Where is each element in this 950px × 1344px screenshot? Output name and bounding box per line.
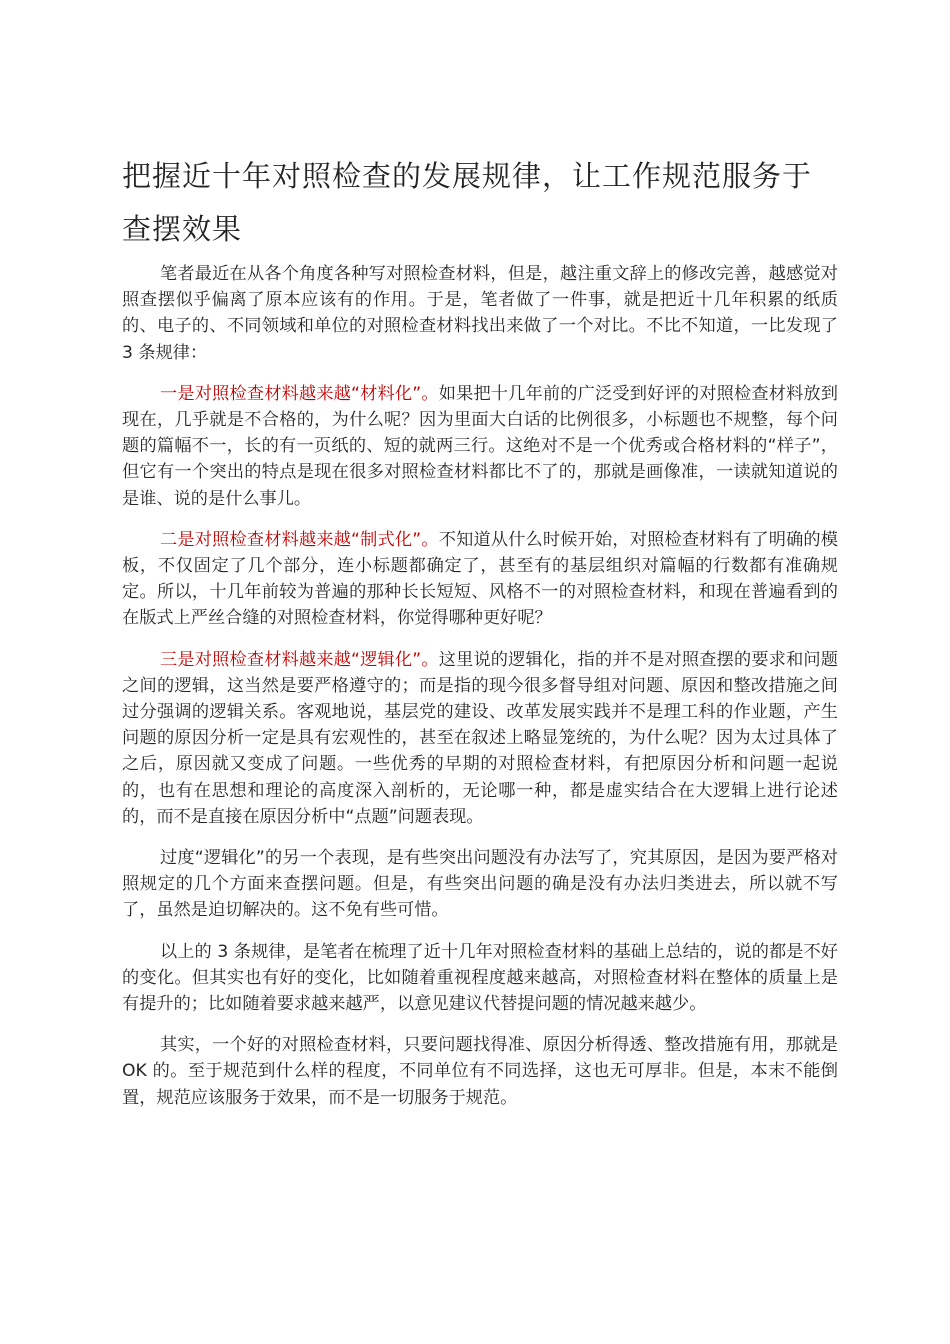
paragraph-conclusion: [122, 1032, 838, 1111]
document-page: [122, 150, 838, 1126]
document-title: 把握近十年对照检查的发展规律，让工作规范服务于查摆效果: [122, 159, 813, 246]
rule-1-heading: 一是对照检查材料越来越“材料化”。: [160, 383, 439, 404]
rule-2-heading: 二是对照检查材料越来越“制式化”。: [160, 529, 439, 550]
paragraph-text: 笔者最近在从各个角度各种写对照检查材料，但是，越注重文辞上的修改完善，越感觉对照查摆似乎偏离了原本应该有的作用。于是，笔者做了一件事，就是把近十几年积累的纸质的、电子的、不同领域和单位的对照检查材料找出来做了一个对比。不比不知道，一比发现了 3 条规律：: [122, 264, 838, 363]
paragraph-text: 其实，一个好的对照检查材料，只要问题找得准、原因分析得透、整改措施有用，那就是 OK 的。至于规范到什么样的程度，不同单位有不同选择，这也无可厚非。但是，本末不能倒置，规范应该服务于效果，而不是一切服务于规范。: [122, 1035, 838, 1108]
paragraph-intro: [122, 261, 838, 366]
paragraph-text: 这里说的逻辑化，指的并不是对照查摆的要求和问题之间的逻辑，这当然是要严格遵守的；而是指的现今很多督导组对问题、原因和整改措施之间过分强调的逻辑关系。客观地说，基层党的建设、改革发展实践并不是理工科的作业题，产生问题的原因分析一定是具有宏观性的，甚至在叙述上略显笼统的，为什么呢？因为太过具体了之后，原因就又变成了问题。一些优秀的早期的对照检查材料，有把原因分析和问题一起说的，也有在思想和理论的高度深入剖析的，无论哪一种，都是虚实结合在大逻辑上进行论述的，而不是直接在原因分析中“点题”问题表现。: [122, 649, 838, 827]
paragraph-text: 以上的 3 条规律，是笔者在梳理了近十几年对照检查材料的基础上总结的，说的都是不好的变化。但其实也有好的变化，比如随着重视程度越来越高，对照检查材料在整体的质量上是有提升的；比如随着要求越来越严，以意见建议代替提问题的情况越来越少。: [122, 941, 838, 1015]
paragraph-text: 过度“逻辑化”的另一个表现，是有些突出问题没有办法写了，究其原因，是因为要严格对照规定的几个方面来查摆问题。但是，有些突出问题的确是没有办法归类进去，所以就不写了，虽然是迫切解决的。这不免有些可惜。: [122, 848, 838, 921]
paragraph-rule-1: [122, 381, 838, 512]
paragraph-rule-3: [122, 647, 838, 830]
paragraph-text: 不知道从什么时候开始，对照检查材料有了明确的模板，不仅固定了几个部分，连小标题都确定了，甚至有的基层组织对篇幅的行数都有准确规定。所以，十几年前较为普遍的那种长长短短、风格不一的对照检查材料，和现在普遍看到的在版式上严丝合缝的对照检查材料，你觉得哪种更好呢？: [122, 529, 838, 629]
paragraph-over-logic: [122, 845, 838, 924]
paragraph-summary: [122, 939, 838, 1018]
paragraph-text: 如果把十几年前的广泛受到好评的对照检查材料放到现在，几乎就是不合格的，为什么呢？因为里面大白话的比例很多，小标题也不规整，每个问题的篇幅不一，长的有一页纸的、短的就两三行。这绝对不是一个优秀或合格材料的“样子”，但它有一个突出的特点是现在很多对照检查材料都比不了的，那就是画像准，一读就知道说的是谁、说的是什么事儿。: [122, 383, 838, 509]
paragraph-rule-2: [122, 527, 838, 632]
rule-3-heading: 三是对照检查材料越来越“逻辑化”。: [160, 649, 439, 670]
